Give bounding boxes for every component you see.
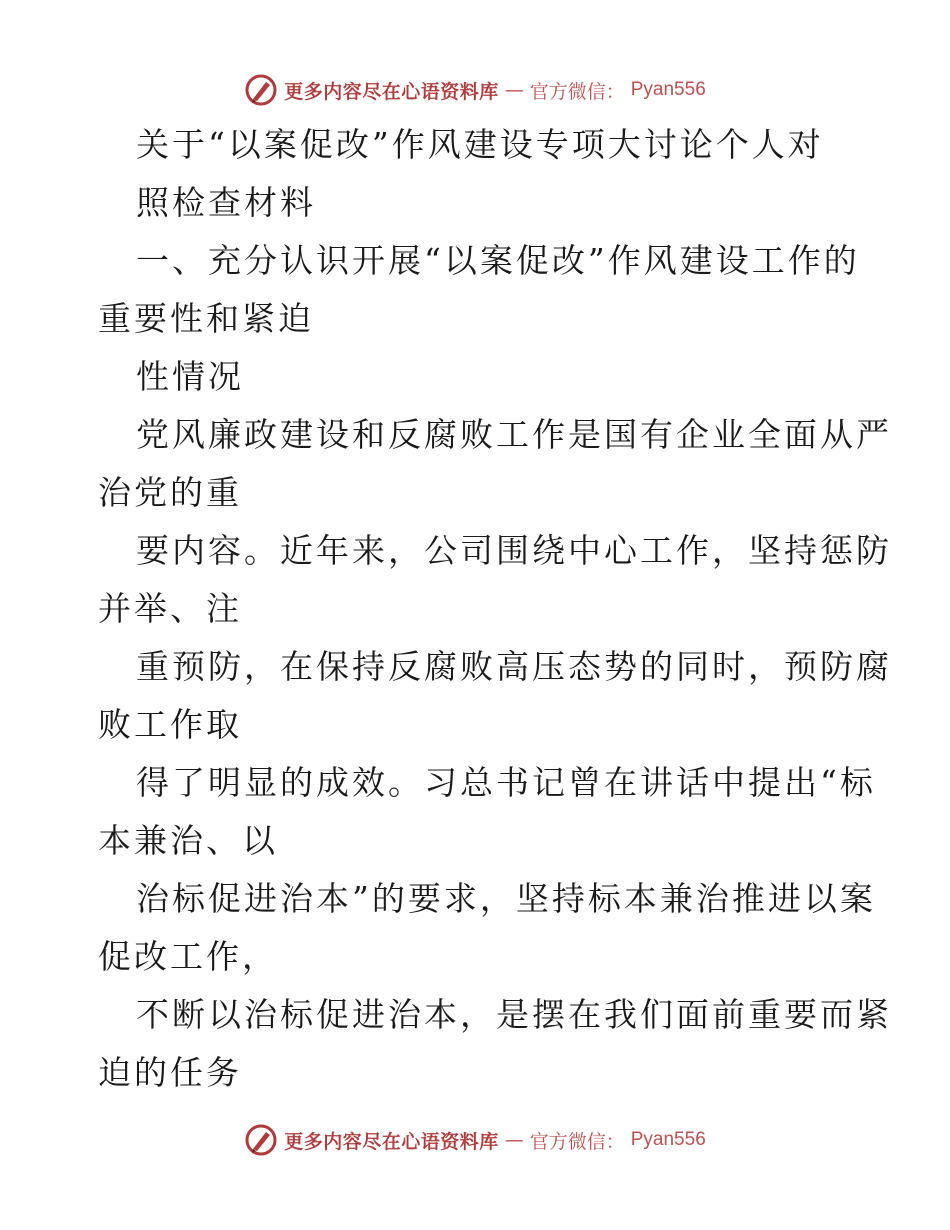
section-heading-line-2: 重要性和紧迫: [98, 299, 314, 338]
watermark-wechat-id: Pyan556: [630, 79, 706, 100]
watermark-dash: —: [504, 1129, 524, 1151]
paragraph-line: 促改工作，: [98, 937, 278, 976]
paragraph-line: 重预防，在保持反腐败高压态势的同时，预防腐: [136, 647, 892, 686]
section-heading-line-1: 一、充分认识开展“以案促改”作风建设工作的: [136, 241, 860, 280]
watermark-wechat-label: 官方微信：: [529, 1130, 625, 1153]
document-title-line-1: 关于“以案促改”作风建设专项大讨论个人对: [136, 125, 824, 164]
footer-watermark: [0, 1120, 950, 1160]
header-watermark: [0, 70, 950, 110]
pen-logo-icon: [244, 73, 278, 107]
paragraph-line: 迫的任务: [98, 1053, 242, 1092]
paragraph-line: 治标促进治本”的要求，坚持标本兼治推进以案: [136, 879, 876, 918]
watermark-dash: —: [504, 79, 524, 101]
paragraph-line: 治党的重: [98, 473, 242, 512]
pen-logo-icon: [244, 1123, 278, 1157]
document-body: [98, 116, 892, 1102]
paragraph-line: 党风廉政建设和反腐败工作是国有企业全面从严: [136, 415, 892, 454]
watermark-site-text: 更多内容尽在心语资料库: [284, 1130, 499, 1153]
paragraph-line: 本兼治、以: [98, 821, 278, 860]
watermark-site-text: 更多内容尽在心语资料库: [284, 80, 499, 103]
watermark-wechat-label: 官方微信：: [529, 80, 625, 103]
paragraph-line: 败工作取: [98, 705, 242, 744]
watermark-wechat-id: Pyan556: [630, 1129, 706, 1150]
document-title-line-2: 照检查材料: [136, 183, 316, 222]
section-heading-line-3: 性情况: [136, 357, 244, 396]
paragraph-line: 要内容。近年来，公司围绕中心工作，坚持惩防: [136, 531, 892, 570]
paragraph-line: 并举、注: [98, 589, 242, 628]
paragraph-line: 不断以治标促进治本，是摆在我们面前重要而紧: [136, 995, 892, 1034]
paragraph-line: 得了明显的成效。习总书记曾在讲话中提出“标: [136, 763, 876, 802]
